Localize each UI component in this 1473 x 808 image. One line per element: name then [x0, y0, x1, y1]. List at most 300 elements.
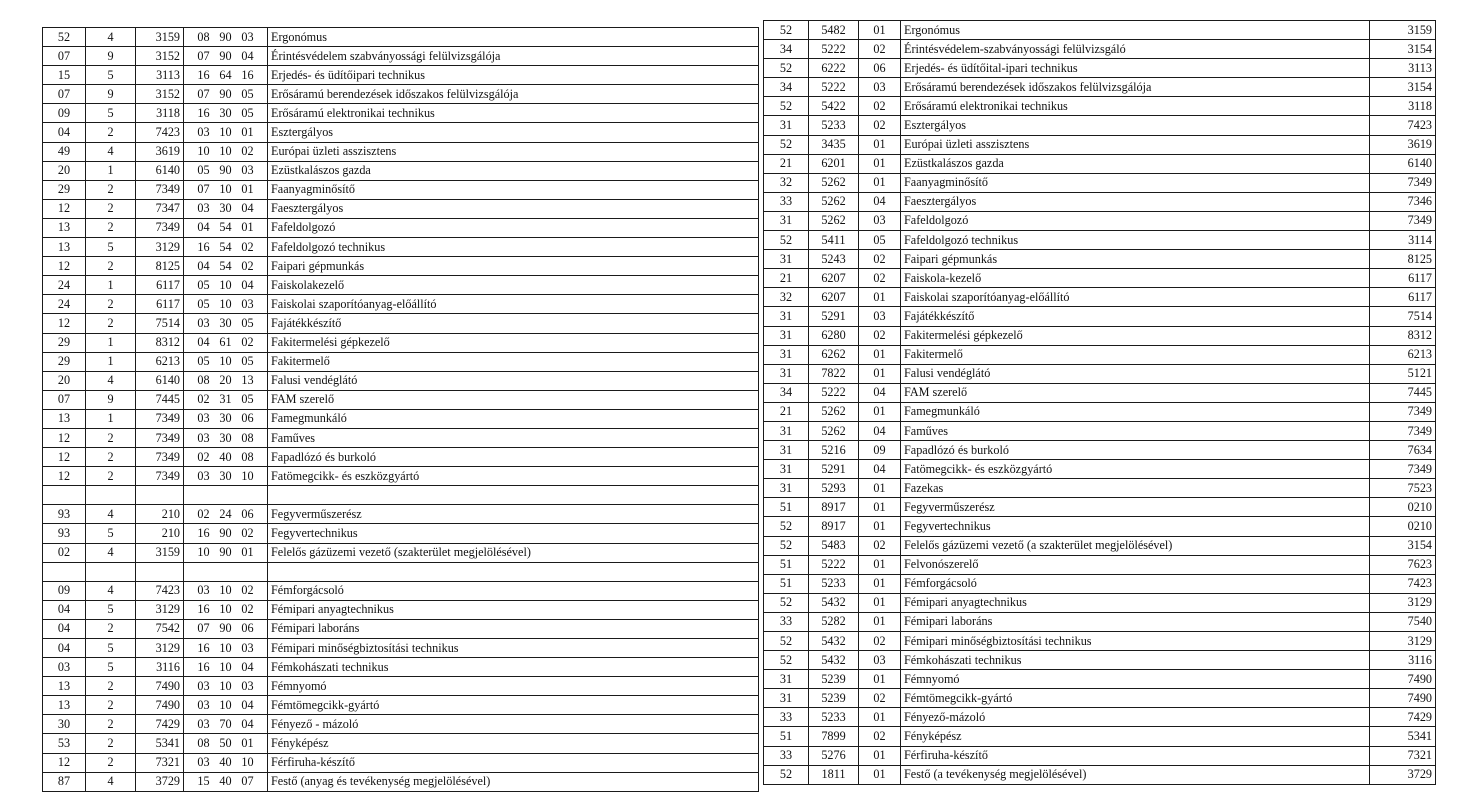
okj-code-part: 16	[197, 105, 210, 120]
code-cell: 12	[43, 257, 86, 276]
level-cell: 31	[764, 421, 809, 440]
feor-cell: 5121	[1370, 364, 1436, 383]
okj-code-part: 16	[197, 525, 210, 540]
feor-cell: 7349	[136, 448, 184, 467]
level-cell: 2	[86, 199, 136, 218]
okj-code-part: 04	[197, 258, 210, 273]
feor-cell: 3129	[136, 600, 184, 619]
sub-code-cell: 03	[859, 307, 901, 326]
right-register-table	[763, 20, 1436, 785]
feor-cell: 7423	[1370, 116, 1436, 135]
branch-code-cell: 5243	[809, 250, 859, 269]
okj-code-cell	[184, 123, 268, 142]
table-row	[764, 345, 1436, 364]
feor-cell: 3619	[136, 142, 184, 161]
branch-code-cell: 6222	[809, 59, 859, 78]
occupation-name-cell: Fatömegcikk- és eszközgyártó	[901, 460, 1370, 479]
feor-cell: 7490	[136, 677, 184, 696]
level-cell: 4	[86, 543, 136, 562]
feor-cell: 3118	[1370, 97, 1436, 116]
sub-code-cell: 04	[859, 421, 901, 440]
sub-code-cell: 01	[859, 345, 901, 364]
okj-code-cell	[184, 238, 268, 257]
occupation-name-cell: Faipari gépmunkás	[268, 257, 759, 276]
level-cell: 52	[764, 59, 809, 78]
feor-cell: 0210	[1370, 498, 1436, 517]
okj-code-cell	[184, 371, 268, 390]
code-cell: 12	[43, 753, 86, 772]
okj-code-part: 07	[197, 182, 210, 197]
occupation-name-cell: Faműves	[901, 421, 1370, 440]
table-row	[43, 257, 759, 276]
level-cell: 5	[86, 238, 136, 257]
feor-cell: 6117	[1370, 269, 1436, 288]
occupation-name-cell: Faiskolai szaporítóanyag-előállító	[901, 288, 1370, 307]
okj-code-cell	[184, 352, 268, 371]
occupation-name-cell: Faműves	[268, 428, 759, 447]
branch-code-cell: 5222	[809, 555, 859, 574]
feor-cell: 8312	[1370, 326, 1436, 345]
level-cell: 1	[86, 161, 136, 180]
code-cell: 20	[43, 161, 86, 180]
code-cell: 02	[43, 543, 86, 562]
okj-code-cell	[184, 658, 268, 677]
level-cell: 31	[764, 670, 809, 689]
level-cell: 4	[86, 142, 136, 161]
table-row	[43, 543, 759, 562]
occupation-name-cell: Faiskolakezelő	[268, 276, 759, 295]
occupation-name-cell: Faiskolai szaporítóanyag-előállító	[268, 295, 759, 314]
okj-code-cell	[184, 639, 268, 658]
branch-code-cell: 5291	[809, 460, 859, 479]
occupation-name-cell: Faesztergályos	[901, 192, 1370, 211]
branch-code-cell: 5432	[809, 632, 859, 651]
feor-cell: 7347	[136, 199, 184, 218]
level-cell: 5	[86, 66, 136, 85]
okj-code-part: 40	[219, 755, 232, 770]
level-cell: 9	[86, 390, 136, 409]
level-cell: 31	[764, 345, 809, 364]
okj-code-cell	[184, 543, 268, 562]
code-cell: 13	[43, 238, 86, 257]
feor-cell: 7346	[1370, 192, 1436, 211]
feor-cell: 7540	[1370, 612, 1436, 631]
occupation-name-cell: Festő (anyag és tevékenység megjelölésével)	[268, 772, 759, 791]
sub-code-cell: 03	[859, 78, 901, 97]
feor-cell: 7349	[1370, 173, 1436, 192]
occupation-name-cell	[268, 562, 759, 581]
okj-code-part: 07	[197, 86, 210, 101]
sub-code-cell: 02	[859, 536, 901, 555]
feor-cell: 7445	[1370, 383, 1436, 402]
sub-code-cell: 01	[859, 517, 901, 536]
branch-code-cell: 5222	[809, 78, 859, 97]
level-cell: 33	[764, 746, 809, 765]
table-row	[764, 612, 1436, 631]
okj-code-cell	[184, 66, 268, 85]
occupation-name-cell: Fényképész	[901, 727, 1370, 746]
okj-code-part: 04	[197, 335, 210, 350]
table-row	[764, 555, 1436, 574]
okj-code-part: 30	[219, 468, 232, 483]
level-cell: 52	[764, 97, 809, 116]
feor-cell: 3152	[136, 85, 184, 104]
occupation-name-cell: Ezüstkalászos gazda	[901, 154, 1370, 173]
okj-code-part: 03	[197, 315, 210, 330]
occupation-name-cell: Férfiruha-készítő	[268, 753, 759, 772]
occupation-name-cell: Fémkohászati technikus	[268, 658, 759, 677]
okj-code-part: 01	[241, 182, 254, 197]
level-cell: 1	[86, 352, 136, 371]
table-row	[43, 677, 759, 696]
branch-code-cell: 7899	[809, 727, 859, 746]
sub-code-cell: 04	[859, 460, 901, 479]
table-row	[764, 421, 1436, 440]
sub-code-cell: 01	[859, 135, 901, 154]
table-row	[764, 269, 1436, 288]
okj-code-part: 04	[241, 697, 254, 712]
okj-code-cell	[184, 772, 268, 791]
feor-cell: 7490	[1370, 689, 1436, 708]
table-row	[43, 314, 759, 333]
occupation-name-cell: Famegmunkáló	[901, 402, 1370, 421]
level-cell: 52	[764, 632, 809, 651]
feor-cell: 3729	[1370, 765, 1436, 784]
okj-code-cell	[184, 409, 268, 428]
okj-code-part: 30	[219, 105, 232, 120]
okj-code-part: 05	[197, 354, 210, 369]
okj-code-part: 05	[241, 86, 254, 101]
sub-code-cell: 09	[859, 441, 901, 460]
branch-code-cell: 5239	[809, 689, 859, 708]
feor-cell: 7349	[1370, 211, 1436, 230]
table-row	[43, 276, 759, 295]
sub-code-cell: 02	[859, 632, 901, 651]
code-cell: 12	[43, 467, 86, 486]
feor-cell	[136, 562, 184, 581]
branch-code-cell: 5411	[809, 231, 859, 250]
level-cell: 31	[764, 689, 809, 708]
table-row	[43, 371, 759, 390]
occupation-name-cell: Ergonómus	[901, 21, 1370, 40]
okj-code-part: 07	[197, 621, 210, 636]
sub-code-cell: 02	[859, 689, 901, 708]
sub-code-cell: 02	[859, 116, 901, 135]
occupation-name-cell: Fémnyomó	[268, 677, 759, 696]
code-cell: 03	[43, 658, 86, 677]
occupation-name-cell: Fakitermelő	[901, 345, 1370, 364]
sub-code-cell: 01	[859, 670, 901, 689]
level-cell: 2	[86, 428, 136, 447]
feor-cell: 7490	[1370, 670, 1436, 689]
okj-code-part: 03	[241, 163, 254, 178]
feor-cell: 6117	[136, 295, 184, 314]
table-row	[764, 460, 1436, 479]
okj-code-part: 16	[241, 67, 254, 82]
okj-code-part: 03	[241, 296, 254, 311]
okj-code-part: 01	[241, 736, 254, 751]
feor-cell: 8125	[136, 257, 184, 276]
level-cell: 52	[764, 651, 809, 670]
table-row	[764, 517, 1436, 536]
branch-code-cell: 5222	[809, 40, 859, 59]
occupation-name-cell: Festő (a tevékenység megjelölésével)	[901, 765, 1370, 784]
okj-code-part: 08	[241, 449, 254, 464]
table-row	[43, 428, 759, 447]
level-cell: 31	[764, 211, 809, 230]
table-row	[43, 295, 759, 314]
feor-cell: 0210	[1370, 517, 1436, 536]
occupation-name-cell: Fémkohászati technikus	[901, 651, 1370, 670]
okj-code-part: 24	[219, 506, 232, 521]
branch-code-cell: 5262	[809, 173, 859, 192]
code-cell: 07	[43, 47, 86, 66]
feor-cell: 7514	[136, 314, 184, 333]
table-row	[764, 383, 1436, 402]
sub-code-cell: 04	[859, 383, 901, 402]
code-cell: 49	[43, 142, 86, 161]
occupation-name-cell: Fényképész	[268, 734, 759, 753]
okj-code-part: 08	[197, 29, 210, 44]
table-row	[764, 116, 1436, 135]
feor-cell: 6140	[136, 371, 184, 390]
level-cell: 5	[86, 104, 136, 123]
level-cell: 32	[764, 173, 809, 192]
code-cell: 13	[43, 409, 86, 428]
feor-cell: 3159	[136, 28, 184, 47]
level-cell: 52	[764, 536, 809, 555]
occupation-name-cell: Fazekas	[901, 479, 1370, 498]
okj-code-cell	[184, 486, 268, 505]
branch-code-cell: 8917	[809, 517, 859, 536]
sub-code-cell: 01	[859, 593, 901, 612]
code-cell: 93	[43, 505, 86, 524]
feor-cell: 7523	[1370, 479, 1436, 498]
okj-code-part: 05	[241, 315, 254, 330]
okj-code-cell	[184, 218, 268, 237]
occupation-name-cell: Erősáramú elektronikai technikus	[901, 97, 1370, 116]
branch-code-cell: 5432	[809, 651, 859, 670]
okj-code-part: 16	[197, 659, 210, 674]
feor-cell: 3114	[1370, 231, 1436, 250]
okj-code-part: 13	[241, 373, 254, 388]
okj-code-part: 04	[241, 277, 254, 292]
code-cell: 04	[43, 600, 86, 619]
okj-code-part: 16	[197, 602, 210, 617]
table-row	[43, 734, 759, 753]
feor-cell: 7429	[136, 715, 184, 734]
occupation-name-cell: Fajátékkészítő	[268, 314, 759, 333]
table-row	[43, 409, 759, 428]
okj-code-part: 10	[219, 640, 232, 655]
branch-code-cell: 5422	[809, 97, 859, 116]
code-cell: 24	[43, 295, 86, 314]
branch-code-cell: 5262	[809, 421, 859, 440]
occupation-name-cell: Faesztergályos	[268, 199, 759, 218]
occupation-name-cell: Fémforgácsoló	[901, 574, 1370, 593]
table-row	[764, 97, 1436, 116]
level-cell: 4	[86, 581, 136, 600]
okj-code-part: 06	[241, 506, 254, 521]
occupation-name-cell: Erősáramú berendezések időszakos felülvizsgálója	[901, 78, 1370, 97]
level-cell: 5	[86, 600, 136, 619]
okj-code-cell	[184, 276, 268, 295]
branch-code-cell: 5233	[809, 574, 859, 593]
okj-code-part: 02	[241, 602, 254, 617]
okj-code-cell	[184, 677, 268, 696]
okj-code-part: 10	[219, 583, 232, 598]
level-cell: 4	[86, 371, 136, 390]
table-row	[764, 21, 1436, 40]
okj-code-part: 03	[197, 430, 210, 445]
okj-code-part: 90	[219, 163, 232, 178]
table-row	[43, 600, 759, 619]
occupation-name-cell: Fémipari minőségbiztosítási technikus	[901, 632, 1370, 651]
level-cell: 52	[764, 593, 809, 612]
level-cell: 33	[764, 192, 809, 211]
code-cell: 12	[43, 448, 86, 467]
code-cell: 04	[43, 619, 86, 638]
branch-code-cell: 5276	[809, 746, 859, 765]
level-cell: 2	[86, 734, 136, 753]
occupation-name-cell: Fegyvertechnikus	[901, 517, 1370, 536]
table-row	[764, 632, 1436, 651]
okj-code-part: 10	[219, 144, 232, 159]
level-cell: 21	[764, 402, 809, 421]
occupation-name-cell: Felelős gázüzemi vezető (szakterület megjelölésével)	[268, 543, 759, 562]
table-row	[43, 47, 759, 66]
branch-code-cell: 5293	[809, 479, 859, 498]
feor-cell: 3159	[1370, 21, 1436, 40]
okj-code-part: 02	[241, 525, 254, 540]
okj-code-part: 61	[219, 335, 232, 350]
table-row	[764, 402, 1436, 421]
okj-code-cell	[184, 257, 268, 276]
okj-code-part: 10	[241, 468, 254, 483]
okj-code-part: 10	[219, 659, 232, 674]
sub-code-cell: 02	[859, 326, 901, 345]
level-cell: 21	[764, 154, 809, 173]
sub-code-cell: 01	[859, 288, 901, 307]
feor-cell: 7514	[1370, 307, 1436, 326]
okj-code-part: 40	[219, 449, 232, 464]
table-row	[43, 524, 759, 543]
occupation-name-cell: Fémipari minőségbiztosítási technikus	[268, 639, 759, 658]
okj-code-part: 02	[197, 506, 210, 521]
table-row	[43, 658, 759, 677]
sub-code-cell: 03	[859, 211, 901, 230]
code-cell: 12	[43, 428, 86, 447]
table-row	[764, 307, 1436, 326]
okj-code-part: 03	[197, 411, 210, 426]
sub-code-cell: 02	[859, 727, 901, 746]
occupation-name-cell: Ergonómus	[268, 28, 759, 47]
level-cell: 34	[764, 40, 809, 59]
sub-code-cell: 04	[859, 192, 901, 211]
occupation-name-cell: Fémnyomó	[901, 670, 1370, 689]
occupation-name-cell: Fafeldolgozó technikus	[268, 238, 759, 257]
table-row	[764, 154, 1436, 173]
occupation-name-cell: Fémipari laboráns	[268, 619, 759, 638]
feor-cell: 7429	[1370, 708, 1436, 727]
okj-code-part: 04	[197, 220, 210, 235]
okj-code-part: 04	[241, 716, 254, 731]
level-cell: 51	[764, 727, 809, 746]
sub-code-cell: 01	[859, 479, 901, 498]
okj-code-part: 10	[219, 296, 232, 311]
feor-cell: 7349	[136, 467, 184, 486]
okj-code-part: 03	[197, 468, 210, 483]
feor-cell: 3154	[1370, 40, 1436, 59]
okj-code-part: 04	[241, 201, 254, 216]
okj-code-cell	[184, 562, 268, 581]
level-cell: 2	[86, 218, 136, 237]
feor-cell: 3159	[136, 543, 184, 562]
okj-code-cell	[184, 28, 268, 47]
table-row	[43, 581, 759, 600]
feor-cell: 6117	[1370, 288, 1436, 307]
table-row	[43, 562, 759, 581]
occupation-name-cell: Esztergályos	[901, 116, 1370, 135]
okj-code-part: 10	[197, 144, 210, 159]
code-cell: 29	[43, 333, 86, 352]
code-cell: 13	[43, 696, 86, 715]
level-cell: 2	[86, 257, 136, 276]
okj-code-part: 10	[219, 697, 232, 712]
okj-code-part: 05	[241, 392, 254, 407]
feor-cell: 7349	[1370, 421, 1436, 440]
table-row	[764, 364, 1436, 383]
level-cell: 5	[86, 658, 136, 677]
table-row	[764, 670, 1436, 689]
branch-code-cell: 1811	[809, 765, 859, 784]
okj-code-part: 08	[197, 373, 210, 388]
level-cell: 1	[86, 276, 136, 295]
occupation-name-cell: Fakitermelési gépkezelő	[901, 326, 1370, 345]
code-cell: 04	[43, 639, 86, 658]
okj-code-part: 02	[241, 239, 254, 254]
okj-code-part: 05	[197, 296, 210, 311]
okj-code-cell	[184, 505, 268, 524]
level-cell: 52	[764, 765, 809, 784]
occupation-name-cell: Fényező-mázoló	[901, 708, 1370, 727]
sub-code-cell: 01	[859, 708, 901, 727]
code-cell: 53	[43, 734, 86, 753]
branch-code-cell: 5282	[809, 612, 859, 631]
feor-cell: 7423	[136, 123, 184, 142]
feor-cell: 3129	[136, 639, 184, 658]
branch-code-cell: 5262	[809, 211, 859, 230]
occupation-name-cell: Fegyverműszerész	[901, 498, 1370, 517]
feor-cell: 210	[136, 524, 184, 543]
table-row	[43, 180, 759, 199]
level-cell	[86, 562, 136, 581]
feor-cell: 7349	[1370, 460, 1436, 479]
table-row	[43, 619, 759, 638]
okj-code-cell	[184, 428, 268, 447]
feor-cell: 3129	[1370, 593, 1436, 612]
feor-cell: 3152	[136, 47, 184, 66]
okj-code-part: 04	[241, 48, 254, 63]
okj-code-part: 90	[219, 86, 232, 101]
level-cell: 4	[86, 505, 136, 524]
level-cell: 52	[764, 135, 809, 154]
level-cell: 2	[86, 467, 136, 486]
occupation-name-cell: Fémipari anyagtechnikus	[268, 600, 759, 619]
okj-code-part: 90	[219, 48, 232, 63]
okj-code-part: 03	[197, 201, 210, 216]
table-row	[43, 199, 759, 218]
